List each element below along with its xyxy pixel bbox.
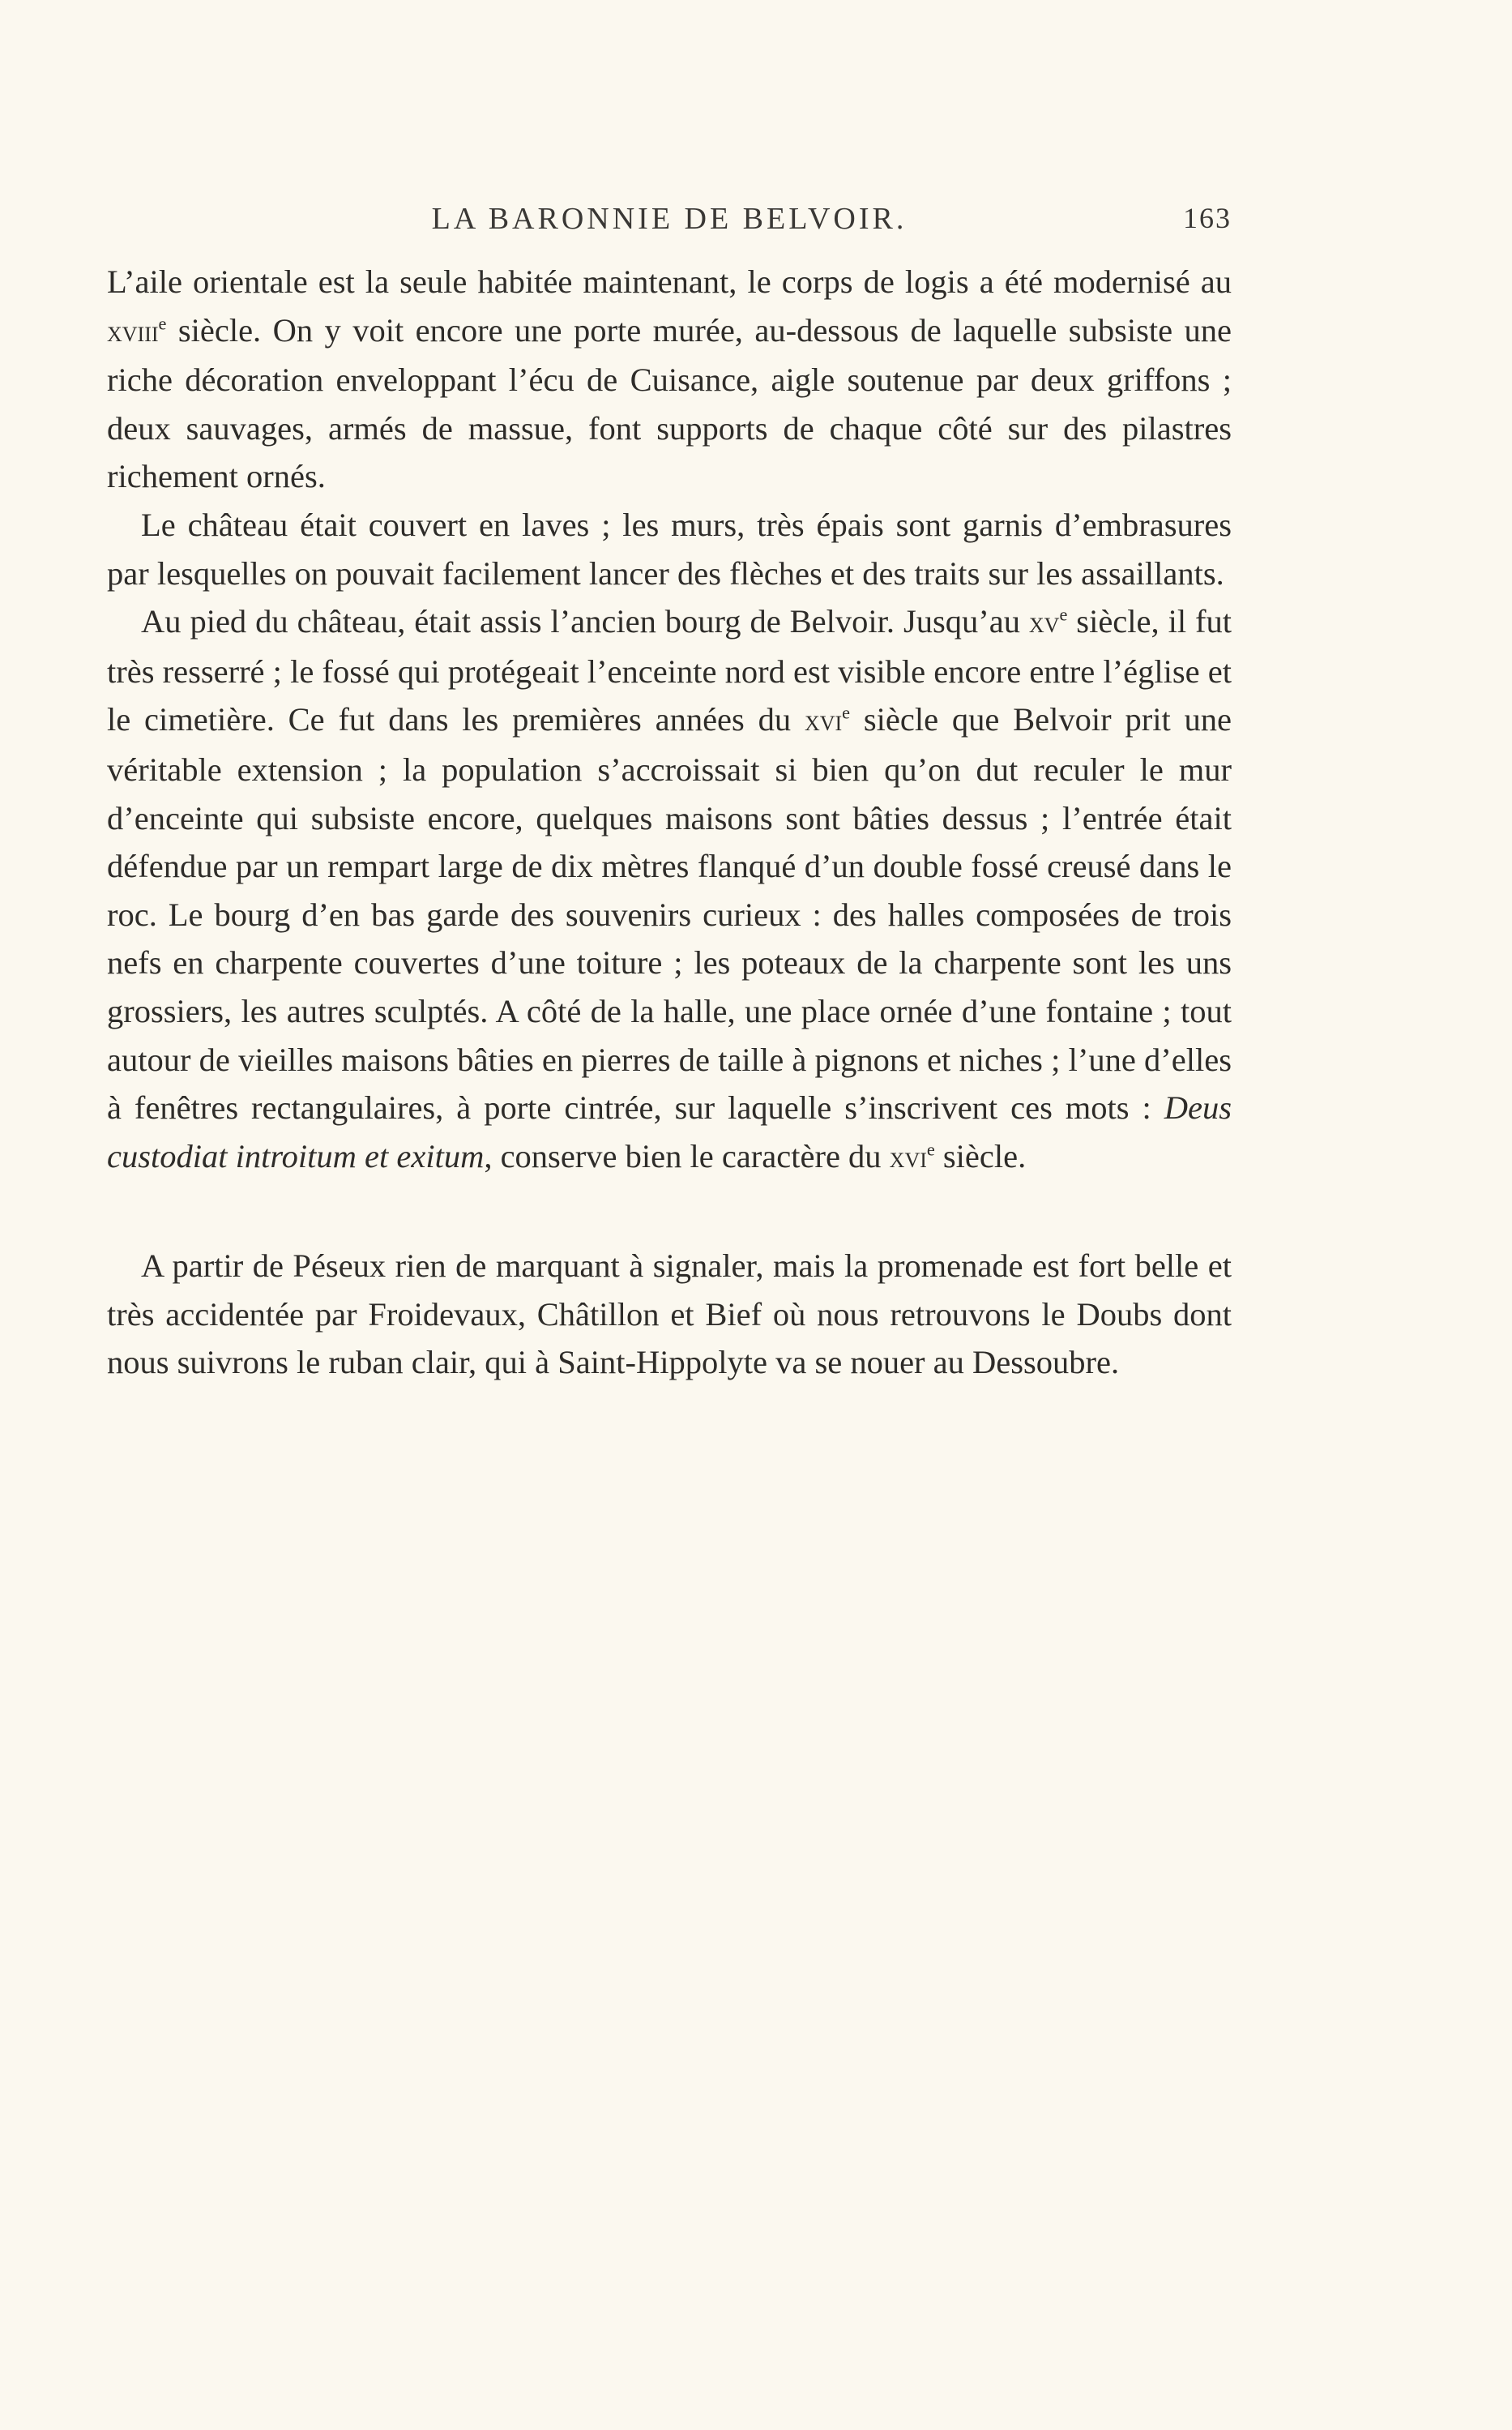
- paragraph-aile-orientale: [107, 258, 1232, 501]
- superscript: e: [158, 313, 167, 334]
- paragraph-peseux: A partir de Péseux rien de marquant à signaler, mais la promenade est fort belle et très accidentée par Froidevaux, Châtillon et Bief où nous retrouvons le Doubs dont nous suivrons le ruban clair, qui à Saint-Hippolyte va se nouer au Dessoubre.: [107, 1247, 1232, 1381]
- text-run: siècle. On y voit encore une porte murée, au-dessous de laquelle subsiste une riche décoration enveloppant l’écu de Cuisance, aigle soutenue par deux griffons ; deux sauvages, armés de massue, font supports de chaque côté sur des pilastres richement ornés.: [107, 311, 1232, 495]
- body-text: [107, 258, 1232, 1387]
- superscript: e: [1059, 604, 1068, 625]
- page-number: 163: [1183, 202, 1232, 234]
- running-head: [107, 201, 1232, 243]
- superscript: e: [842, 702, 851, 723]
- century-numeral: xvi: [804, 704, 843, 738]
- century-numeral: xv: [1028, 606, 1060, 640]
- text-run: , conserve bien le caractère du: [484, 1137, 890, 1174]
- century-numeral: xviii: [107, 314, 159, 349]
- running-title: LA BARONNIE DE BELVOIR.: [431, 202, 908, 236]
- latin-motto: Deus custodiat introitum et exitum: [107, 1089, 1232, 1174]
- text-run: L’aile orientale est la seule habitée maintenant, le corps de logis a été modernisé au: [107, 263, 1232, 300]
- paragraph-chateau: Le château était couvert en laves ; les murs, très épais sont garnis d’embrasures par lesquelles on pouvait facilement lancer des flèches et des traits sur les assaillants.: [107, 506, 1232, 592]
- paragraph-bourg: [107, 597, 1232, 1182]
- century-numeral: xvi: [889, 1140, 927, 1174]
- text-run: siècle, il fut très resserré ; le fossé qui protégeait l’enceinte nord est visible encore entre l’église et le cimetière. Ce fut dans les premières années du: [107, 603, 1232, 738]
- text-run: siècle.: [934, 1137, 1027, 1174]
- superscript: e: [926, 1139, 935, 1160]
- text-run: Au pied du château, était assis l’ancien bourg de Belvoir. Jusqu’au: [141, 603, 1029, 640]
- text-run: siècle que Belvoir prit une véritable extension ; la population s’accroissait si bien qu’on dut reculer le mur d’enceinte qui subsiste encore, quelques maisons sont bâties dessus ; l’entrée était défendue par un rempart large de dix mètres flanqué d’un double fossé creusé dans le roc. Le bourg d’en bas garde des souvenirs curieux : des halles composées de trois nefs en charpente couvertes d’une toiture ; les poteaux de la charpente sont les uns grossiers, les autres sculptés. A côté de la halle, une place ornée d’une fontaine ; tout autour de vieilles maisons bâties en pierres de taille à pignons et niches ; l’une d’elles à fenêtres rectangulaires, à porte cintrée, sur laquelle s’inscrivent ces mots :: [107, 701, 1232, 1127]
